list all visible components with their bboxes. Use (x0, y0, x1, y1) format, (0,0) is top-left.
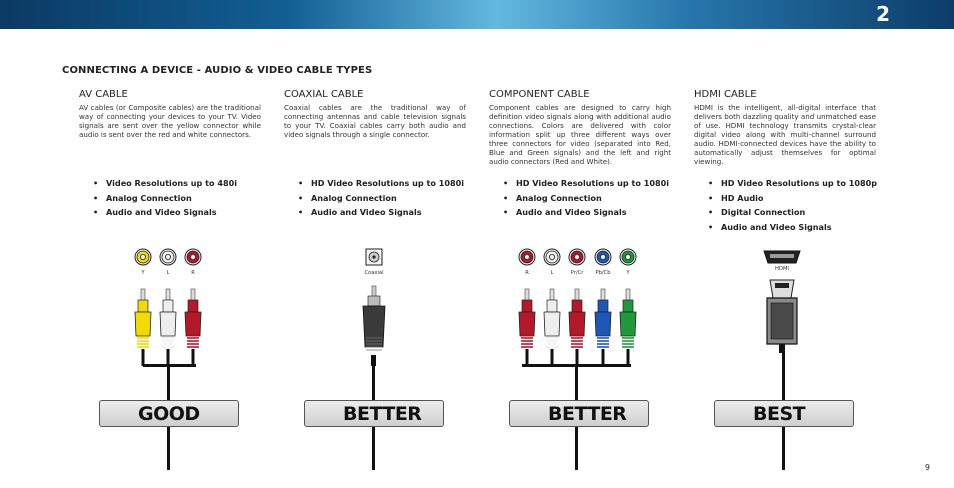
hdmi-plug-tip (770, 280, 794, 298)
av-plug-tip (191, 289, 195, 301)
component-plug-tip (626, 289, 630, 301)
coaxial-plug-cable (371, 355, 376, 366)
feature-item: • Analog Connection (79, 193, 237, 208)
feature-item: • HD Video Resolutions up to 1080i (489, 178, 669, 193)
av-plug-body (135, 312, 151, 336)
component-plug-body (519, 312, 535, 336)
hdmi-cable-title: HDMI CABLE (694, 89, 757, 100)
component-plug-cable (602, 349, 605, 366)
feature-item: • Audio and Video Signals (694, 222, 877, 237)
chapter-number: 2 (876, 2, 890, 26)
component-plug-sleeve (522, 300, 532, 312)
component-plug-cable (526, 349, 529, 366)
page-title: CONNECTING A DEVICE - AUDIO & VIDEO CABLE TYPES (62, 65, 373, 76)
av-jack-pin (165, 254, 170, 259)
component-jack-pin (600, 254, 605, 259)
component-cable-title: COMPONENT CABLE (489, 89, 590, 100)
coaxial-jack-pin (372, 255, 375, 258)
coaxial-plug-nut (368, 296, 380, 306)
component-port-label: Y (626, 270, 630, 276)
hdmi-plug-grip (771, 303, 793, 339)
coaxial-cable-title: COAXIAL CABLE (284, 89, 364, 100)
feature-item: • Digital Connection (694, 207, 877, 222)
av-plug-sleeve (163, 300, 173, 312)
component-jack-pin (625, 254, 630, 259)
component-plug-cable (551, 349, 554, 366)
component-port-label: R (525, 270, 529, 276)
av-port-label: L (166, 270, 170, 276)
feature-item: • HD Audio (694, 193, 877, 208)
av-plug-tip (141, 289, 145, 301)
av-port-label: Y (141, 270, 145, 276)
component-plug-body (544, 312, 560, 336)
rating-badge-good: GOOD (99, 400, 239, 427)
av-jack-pin (140, 254, 145, 259)
component-plug-tip (601, 289, 605, 301)
component-plug-sleeve (547, 300, 557, 312)
coaxial-cable-description: Coaxial cables are the traditional way of connecting antennas and cable television signals to your TV. Coaxial cables carry both audio and video signals through a single connector. (284, 103, 466, 139)
component-port-label: Pb/Cb (595, 270, 611, 276)
rating-badge-better: BETTER (304, 400, 444, 427)
coaxial-port-label: Coaxial (364, 270, 384, 276)
feature-item: • Audio and Video Signals (79, 207, 237, 222)
component-plug-tip (525, 289, 529, 301)
av-plug-cable (142, 349, 145, 366)
rating-badge-best: BEST (714, 400, 854, 427)
av-jack-pin (190, 254, 195, 259)
component-plug-body (595, 312, 611, 336)
feature-item: • HD Video Resolutions up to 1080i (284, 178, 464, 193)
component-plug-sleeve (623, 300, 633, 312)
component-jack-pin (549, 254, 554, 259)
av-cable-description: AV cables (or Composite cables) are the traditional way of connecting your devices to your TV. Video signals are sent over the yellow connector while audio is sent over the red and white connectors. (79, 103, 261, 139)
component-port-label: Pr/Cr (570, 270, 584, 276)
hdmi-cable-description: HDMI is the intelligent, all-digital interface that delivers both dazzling quality and unmatched ease of use. HDMI technology transmits crystal-clear digital video along with multi-channel surround audio. HDMI-connected devices have the ability to automatically adjust themselves for optimal viewing. (694, 103, 876, 166)
component-cable-description: Component cables are designed to carry high definition video signals along with additional audio connections. Colors are delivered with color information split up three different ways over three connectors for video (separated into Red, Blue and Green signals) and the left and right audio connectors (Red and White). (489, 103, 671, 166)
component-plug-tip (575, 289, 579, 301)
av-plug-body (185, 312, 201, 336)
component-jack-pin (574, 254, 579, 259)
hdmi-port-label: HDMI (775, 266, 789, 272)
feature-item: • HD Video Resolutions up to 1080p (694, 178, 877, 193)
av-plug-sleeve (138, 300, 148, 312)
hdmi-plug-pins (775, 283, 789, 288)
component-jack-pin (524, 254, 529, 259)
page-number: 9 (924, 463, 930, 472)
hdmi-plug-strain (779, 344, 785, 353)
av-plug-body (160, 312, 176, 336)
feature-item: • Video Resolutions up to 480i (79, 178, 237, 193)
av-cable-title: AV CABLE (79, 89, 128, 100)
component-plug-cable (627, 349, 630, 366)
feature-item: • Audio and Video Signals (489, 207, 669, 222)
av-plug-cable (167, 349, 170, 366)
av-port-label: R (191, 270, 195, 276)
component-plug-body (620, 312, 636, 336)
hdmi-port-pins (770, 254, 794, 258)
rating-badge-better: BETTER (509, 400, 649, 427)
component-plug-sleeve (572, 300, 582, 312)
feature-item: • Analog Connection (284, 193, 464, 208)
feature-item: • Audio and Video Signals (284, 207, 464, 222)
component-port-label: L (550, 270, 554, 276)
component-plug-sleeve (598, 300, 608, 312)
component-plug-body (569, 312, 585, 336)
component-plug-tip (550, 289, 554, 301)
feature-item: • Analog Connection (489, 193, 669, 208)
component-plug-cable (576, 349, 579, 366)
av-plug-sleeve (188, 300, 198, 312)
av-plug-cable (192, 349, 195, 366)
av-plug-tip (166, 289, 170, 301)
